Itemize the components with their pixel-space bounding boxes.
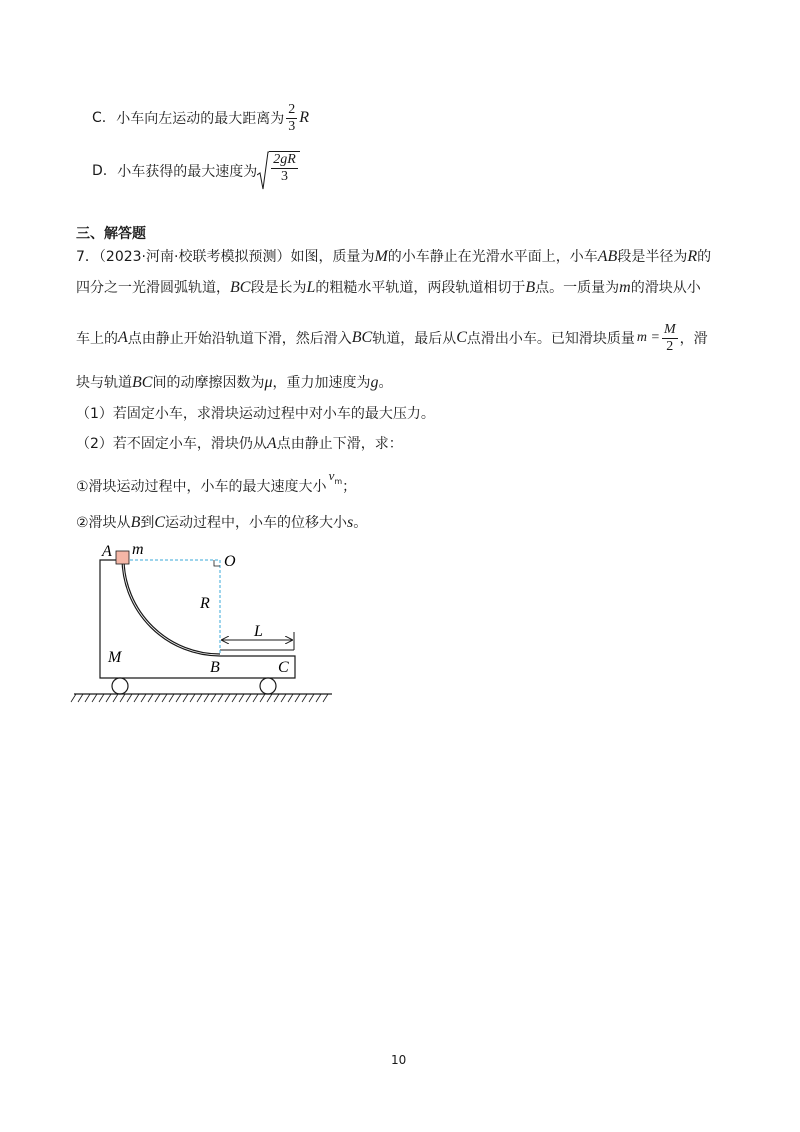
- velocity-symbol: $v_m$: [328, 468, 343, 486]
- ground-hatch-mark: [183, 694, 188, 702]
- question-line-3: 车上的 A 点由静止开始沿轨道下滑，然后滑入 BC 轨道，最后从 C 点滑出小车。已知滑块质量 m = $\frac{M}{2}$ ，滑: [76, 321, 708, 354]
- ground-hatch-mark: [92, 694, 97, 702]
- ground-hatch-mark: [162, 694, 167, 702]
- mass-equation: m =: [636, 330, 660, 345]
- ground-hatch-mark: [85, 694, 90, 702]
- option-c-label: C.: [92, 110, 107, 126]
- ground-hatch-mark: [239, 694, 244, 702]
- question-line-1: 7．（2023·河南·校联考模拟预测）如图，质量为M的小车静止在光滑水平面上，小车AB段是半径为R的: [76, 248, 712, 265]
- ground-hatch-mark: [120, 694, 125, 702]
- ground-hatch-mark: [78, 694, 83, 702]
- ground-hatch-mark: [288, 694, 293, 702]
- label-C: C: [278, 659, 289, 676]
- option-d-sqrt: [257, 151, 300, 191]
- ground-hatch-mark: [141, 694, 146, 702]
- sub-question-2: （2）若不固定小车，滑块仍从A点由静止下滑，求：: [76, 435, 403, 452]
- ground-hatch-mark: [309, 694, 314, 702]
- ground-hatching: [71, 694, 328, 702]
- ground-hatch-mark: [190, 694, 195, 702]
- option-c-var: R: [299, 109, 310, 126]
- wheel-left: [112, 678, 128, 694]
- cart-diagram: [70, 536, 340, 706]
- label-R: R: [200, 595, 210, 612]
- answer-item-1: ①滑块运动过程中，小车的最大速度大小 $v_m$ ；: [76, 468, 357, 495]
- label-B: B: [210, 659, 220, 676]
- question-line-4: 块与轨道BC间的动摩擦因数为μ，重力加速度为g。: [76, 374, 393, 391]
- cart-body-outline: [100, 558, 295, 678]
- question-line-2: 四分之一光滑圆弧轨道，BC段是长为L的粗糙水平轨道，两段轨道相切于B点。一质量为m的滑块从小: [76, 279, 701, 296]
- label-L: L: [254, 623, 263, 640]
- slider-block: [116, 551, 129, 564]
- ground-hatch-mark: [218, 694, 223, 702]
- ground-hatch-mark: [176, 694, 181, 702]
- ground-hatch-mark: [246, 694, 251, 702]
- ground-hatch-mark: [281, 694, 286, 702]
- ground-hatch-mark: [211, 694, 216, 702]
- ground-hatch-mark: [316, 694, 321, 702]
- ground-hatch-mark: [155, 694, 160, 702]
- label-O: O: [224, 553, 236, 570]
- label-M: M: [108, 649, 122, 666]
- ground-hatch-mark: [106, 694, 111, 702]
- ground-hatch-mark: [295, 694, 300, 702]
- label-A: A: [102, 543, 112, 560]
- ground-hatch-mark: [99, 694, 104, 702]
- option-d-label: D.: [92, 163, 108, 179]
- page-number: 10: [391, 1053, 407, 1067]
- option-c: [92, 98, 309, 138]
- ground-hatch-mark: [302, 694, 307, 702]
- ground-hatch-mark: [274, 694, 279, 702]
- ground-hatch-mark: [127, 694, 132, 702]
- ground-hatch-mark: [71, 694, 76, 702]
- ground-hatch-mark: [253, 694, 258, 702]
- answer-item-2: ②滑块从B到C运动过程中，小车的位移大小s。: [76, 514, 368, 531]
- wheel-right: [260, 678, 276, 694]
- ground-hatch-mark: [134, 694, 139, 702]
- option-d-text: 小车获得的最大速度为: [117, 164, 258, 180]
- option-d: [92, 150, 300, 192]
- ground-hatch-mark: [204, 694, 209, 702]
- ground-hatch-mark: [267, 694, 272, 702]
- ground-hatch-mark: [197, 694, 202, 702]
- option-d-num: 2gR: [273, 152, 296, 167]
- label-m: m: [132, 541, 144, 558]
- option-c-fraction: $\frac{2}{3}$: [288, 101, 296, 134]
- ground-hatch-mark: [260, 694, 265, 702]
- ground-hatch-mark: [225, 694, 230, 702]
- sqrt-sign-icon: [257, 151, 269, 191]
- ground-hatch-mark: [148, 694, 153, 702]
- right-angle-mark: [214, 560, 220, 566]
- ground-hatch-mark: [113, 694, 118, 702]
- option-d-den: 3: [281, 169, 289, 184]
- sub-question-1: （1）若固定小车，求滑块运动过程中对小车的最大压力。: [76, 406, 435, 422]
- ground-hatch-mark: [323, 694, 328, 702]
- mass-fraction: $\frac{M}{2}$: [663, 321, 676, 354]
- ground-hatch-mark: [169, 694, 174, 702]
- section-title: 三、解答题: [76, 226, 146, 242]
- option-c-text: 小车向左运动的最大距离为: [116, 111, 285, 127]
- ground-hatch-mark: [232, 694, 237, 702]
